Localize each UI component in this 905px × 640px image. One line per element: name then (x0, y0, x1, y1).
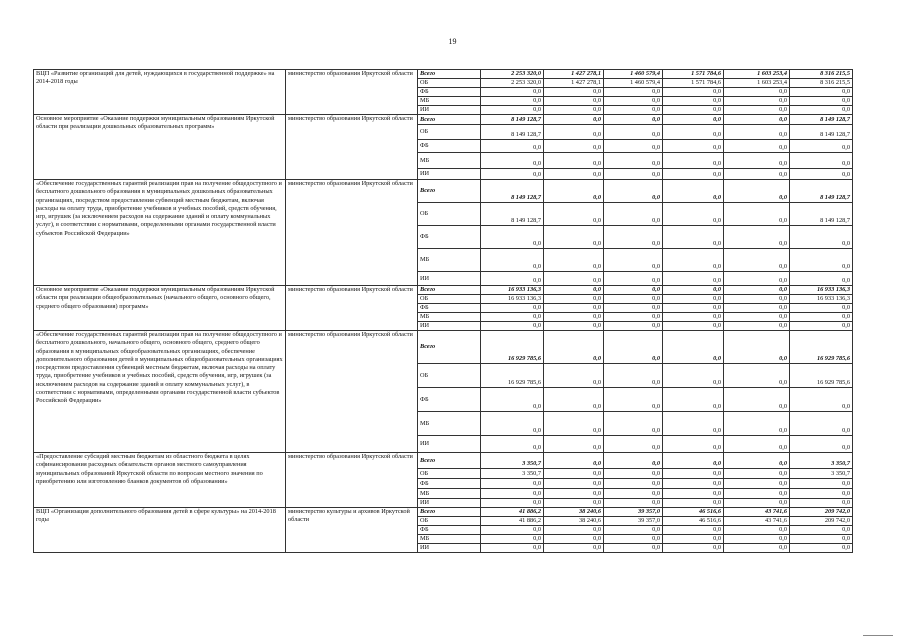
amount-cell: 8 149 128,7 (481, 125, 544, 140)
amount-cell: 0,0 (724, 125, 790, 140)
amount-cell: 0,0 (481, 97, 544, 106)
amount-cell: 0,0 (663, 115, 724, 125)
funding-source-cell: ОБ (418, 125, 481, 140)
amount-cell: 0,0 (544, 226, 604, 249)
amount-cell: 0,0 (481, 436, 544, 453)
total-amount-cell: 0,0 (790, 489, 853, 499)
funding-source-cell: ФБ (418, 388, 481, 412)
amount-cell: 0,0 (724, 140, 790, 153)
amount-cell: 0,0 (544, 388, 604, 412)
amount-cell: 0,0 (663, 106, 724, 115)
amount-cell: 38 240,6 (544, 517, 604, 526)
funding-source-cell: Всего (418, 508, 481, 517)
amount-cell: 0,0 (544, 412, 604, 436)
amount-cell: 43 741,6 (724, 517, 790, 526)
amount-cell: 0,0 (724, 544, 790, 553)
funding-source-cell: ОБ (418, 364, 481, 388)
amount-cell: 8 149 128,7 (481, 115, 544, 125)
amount-cell: 0,0 (604, 125, 663, 140)
amount-cell: 0,0 (604, 295, 663, 304)
amount-cell: 0,0 (724, 88, 790, 97)
total-amount-cell: 16 929 785,6 (790, 331, 853, 364)
amount-cell: 0,0 (663, 469, 724, 479)
funding-source-cell: ОБ (418, 469, 481, 479)
funding-source-cell: ОБ (418, 517, 481, 526)
amount-cell: 0,0 (724, 106, 790, 115)
program-name-cell: ВЦП «Развитие организаций для детей, нуждающихся в государственной поддержке» на 2014-2018 годы (34, 70, 286, 115)
responsible-cell: министерство образования Иркутской области (286, 180, 418, 286)
amount-cell: 0,0 (604, 203, 663, 226)
total-amount-cell: 0,0 (790, 388, 853, 412)
table-body (34, 70, 853, 553)
funding-source-cell: ИИ (418, 106, 481, 115)
funding-source-cell: ФБ (418, 479, 481, 489)
amount-cell: 0,0 (481, 226, 544, 249)
funding-source-cell: Всего (418, 115, 481, 125)
amount-cell: 0,0 (724, 313, 790, 322)
responsible-cell: министерство образования Иркутской области (286, 70, 418, 115)
total-amount-cell: 0,0 (790, 322, 853, 331)
amount-cell: 0,0 (481, 544, 544, 553)
amount-cell: 0,0 (604, 479, 663, 489)
amount-cell: 0,0 (544, 203, 604, 226)
amount-cell: 0,0 (544, 544, 604, 553)
amount-cell: 0,0 (604, 535, 663, 544)
amount-cell: 0,0 (724, 364, 790, 388)
amount-cell: 0,0 (481, 388, 544, 412)
amount-cell: 0,0 (724, 115, 790, 125)
total-amount-cell: 8 149 128,7 (790, 203, 853, 226)
amount-cell: 0,0 (544, 125, 604, 140)
funding-source-cell: ИИ (418, 322, 481, 331)
funding-source-cell: ФБ (418, 88, 481, 97)
amount-cell: 0,0 (544, 499, 604, 508)
total-amount-cell: 0,0 (790, 304, 853, 313)
amount-cell: 0,0 (604, 88, 663, 97)
table-row (34, 70, 853, 79)
funding-source-cell: ФБ (418, 526, 481, 535)
total-amount-cell: 209 742,0 (790, 508, 853, 517)
amount-cell: 8 149 128,7 (481, 203, 544, 226)
amount-cell: 1 603 253,4 (724, 70, 790, 79)
amount-cell: 0,0 (604, 153, 663, 169)
amount-cell: 0,0 (724, 489, 790, 499)
amount-cell: 0,0 (663, 97, 724, 106)
amount-cell: 0,0 (604, 249, 663, 272)
amount-cell: 0,0 (663, 313, 724, 322)
amount-cell: 0,0 (481, 322, 544, 331)
amount-cell: 0,0 (481, 140, 544, 153)
amount-cell: 0,0 (604, 169, 663, 180)
program-name-cell: «Обеспечение государственных гарантий реализации прав на получение общедоступного и бесплатного дошкольного, начального общего, основного общего, среднего общего образования в муниципальных общеобразовательных организациях, обеспечение дополнительного образования детей в муниципальных общеобразовательных организациях посредством предоставления субвенций местным бюджетам, включая расходы на оплату труда, приобретение учебников и учебных пособий, средств обучения, игр, игрушек (за исключением расходов на содержание зданий и оплату коммунальных услуг), в соответствии с нормативами, определенными органами государственной власти субъектов Российской Федерации» (34, 331, 286, 453)
amount-cell: 0,0 (604, 180, 663, 203)
amount-cell: 0,0 (544, 331, 604, 364)
total-amount-cell: 3 350,7 (790, 453, 853, 469)
amount-cell: 0,0 (481, 412, 544, 436)
amount-cell: 0,0 (663, 535, 724, 544)
table-row (34, 508, 853, 517)
amount-cell: 0,0 (604, 489, 663, 499)
amount-cell: 0,0 (663, 526, 724, 535)
amount-cell: 0,0 (544, 153, 604, 169)
amount-cell: 0,0 (481, 106, 544, 115)
funding-source-cell: ОБ (418, 79, 481, 88)
amount-cell: 39 357,0 (604, 508, 663, 517)
total-amount-cell: 0,0 (790, 436, 853, 453)
amount-cell: 0,0 (663, 295, 724, 304)
amount-cell: 0,0 (481, 88, 544, 97)
amount-cell: 0,0 (544, 453, 604, 469)
amount-cell: 0,0 (604, 226, 663, 249)
amount-cell: 0,0 (604, 140, 663, 153)
amount-cell: 0,0 (663, 364, 724, 388)
program-name-cell: Основное мероприятие «Оказание поддержки муниципальным образованиям Иркутской области при реализации общеобразовательных (начального общего, основного общего, среднего общего образования) программ» (34, 286, 286, 331)
funding-source-cell: МБ (418, 489, 481, 499)
amount-cell: 0,0 (544, 140, 604, 153)
amount-cell: 41 886,2 (481, 517, 544, 526)
total-amount-cell: 0,0 (790, 499, 853, 508)
amount-cell: 0,0 (481, 169, 544, 180)
amount-cell: 0,0 (724, 249, 790, 272)
funding-source-cell: ОБ (418, 295, 481, 304)
amount-cell: 0,0 (604, 364, 663, 388)
amount-cell: 0,0 (544, 313, 604, 322)
total-amount-cell: 0,0 (790, 153, 853, 169)
amount-cell: 0,0 (604, 499, 663, 508)
amount-cell: 0,0 (544, 88, 604, 97)
funding-source-cell: Всего (418, 453, 481, 469)
amount-cell: 0,0 (663, 226, 724, 249)
amount-cell: 0,0 (663, 272, 724, 286)
funding-source-cell: МБ (418, 535, 481, 544)
amount-cell: 0,0 (724, 180, 790, 203)
amount-cell: 0,0 (544, 526, 604, 535)
amount-cell: 0,0 (544, 489, 604, 499)
amount-cell: 0,0 (724, 295, 790, 304)
responsible-cell: министерство образования Иркутской области (286, 331, 418, 453)
amount-cell: 1 571 784,6 (663, 79, 724, 88)
total-amount-cell: 209 742,0 (790, 517, 853, 526)
program-name-cell: Основное мероприятие «Оказание поддержки муниципальным образованиям Иркутской области при реализации дошкольных образовательных программ» (34, 115, 286, 180)
amount-cell: 0,0 (663, 322, 724, 331)
amount-cell: 0,0 (724, 388, 790, 412)
amount-cell: 0,0 (544, 106, 604, 115)
table-row (34, 115, 853, 125)
total-amount-cell: 0,0 (790, 272, 853, 286)
amount-cell: 0,0 (481, 479, 544, 489)
total-amount-cell: 0,0 (790, 535, 853, 544)
total-amount-cell: 0,0 (790, 249, 853, 272)
funding-source-cell: Всего (418, 70, 481, 79)
amount-cell: 0,0 (663, 304, 724, 313)
amount-cell: 46 516,6 (663, 517, 724, 526)
funding-source-cell: МБ (418, 249, 481, 272)
total-amount-cell: 8 149 128,7 (790, 125, 853, 140)
amount-cell: 0,0 (663, 180, 724, 203)
funding-source-cell: Всего (418, 180, 481, 203)
total-amount-cell: 3 350,7 (790, 469, 853, 479)
total-amount-cell: 0,0 (790, 97, 853, 106)
amount-cell: 0,0 (481, 304, 544, 313)
amount-cell: 0,0 (544, 479, 604, 489)
amount-cell: 16 929 785,6 (481, 331, 544, 364)
amount-cell: 0,0 (481, 489, 544, 499)
table-row (34, 180, 853, 203)
amount-cell: 0,0 (724, 535, 790, 544)
amount-cell: 0,0 (544, 322, 604, 331)
amount-cell: 0,0 (481, 153, 544, 169)
total-amount-cell: 0,0 (790, 412, 853, 436)
amount-cell: 0,0 (481, 313, 544, 322)
amount-cell: 0,0 (724, 412, 790, 436)
funding-source-cell: ФБ (418, 304, 481, 313)
amount-cell: 0,0 (544, 304, 604, 313)
amount-cell: 0,0 (724, 436, 790, 453)
funding-source-cell: МБ (418, 412, 481, 436)
funding-source-cell: МБ (418, 313, 481, 322)
total-amount-cell: 16 933 136,3 (790, 295, 853, 304)
amount-cell: 0,0 (663, 125, 724, 140)
amount-cell: 0,0 (604, 544, 663, 553)
amount-cell: 16 933 136,3 (481, 286, 544, 295)
amount-cell: 0,0 (604, 322, 663, 331)
total-amount-cell: 8 316 215,5 (790, 70, 853, 79)
amount-cell: 0,0 (724, 499, 790, 508)
amount-cell: 0,0 (724, 322, 790, 331)
amount-cell: 0,0 (604, 412, 663, 436)
funding-source-cell: ОБ (418, 203, 481, 226)
amount-cell: 0,0 (724, 479, 790, 489)
total-amount-cell: 0,0 (790, 544, 853, 553)
amount-cell: 0,0 (663, 153, 724, 169)
amount-cell: 0,0 (724, 203, 790, 226)
funding-source-cell: ФБ (418, 226, 481, 249)
scan-mark (863, 635, 893, 636)
total-amount-cell: 8 316 215,5 (790, 79, 853, 88)
total-amount-cell: 0,0 (790, 313, 853, 322)
amount-cell: 39 357,0 (604, 517, 663, 526)
total-amount-cell: 8 149 128,7 (790, 180, 853, 203)
amount-cell: 0,0 (544, 97, 604, 106)
amount-cell: 0,0 (724, 226, 790, 249)
responsible-cell: министерство образования Иркутской области (286, 453, 418, 508)
funding-source-cell: Всего (418, 331, 481, 364)
funding-source-cell: ФБ (418, 140, 481, 153)
budget-table (33, 69, 853, 553)
amount-cell: 0,0 (663, 249, 724, 272)
total-amount-cell: 16 933 136,3 (790, 286, 853, 295)
amount-cell: 0,0 (663, 453, 724, 469)
amount-cell: 0,0 (663, 140, 724, 153)
table-row (34, 331, 853, 364)
total-amount-cell: 0,0 (790, 140, 853, 153)
amount-cell: 1 427 278,1 (544, 70, 604, 79)
amount-cell: 0,0 (724, 153, 790, 169)
total-amount-cell: 0,0 (790, 88, 853, 97)
total-amount-cell: 0,0 (790, 479, 853, 489)
amount-cell: 1 571 784,6 (663, 70, 724, 79)
amount-cell: 0,0 (544, 364, 604, 388)
amount-cell: 0,0 (544, 249, 604, 272)
funding-source-cell: ИИ (418, 169, 481, 180)
amount-cell: 3 350,7 (481, 453, 544, 469)
amount-cell: 0,0 (663, 388, 724, 412)
amount-cell: 0,0 (724, 169, 790, 180)
funding-source-cell: МБ (418, 153, 481, 169)
amount-cell: 0,0 (604, 272, 663, 286)
amount-cell: 41 886,2 (481, 508, 544, 517)
responsible-cell: министерство образования Иркутской области (286, 286, 418, 331)
amount-cell: 0,0 (724, 97, 790, 106)
amount-cell: 0,0 (663, 412, 724, 436)
amount-cell: 0,0 (481, 249, 544, 272)
amount-cell: 0,0 (544, 535, 604, 544)
amount-cell: 16 933 136,3 (481, 295, 544, 304)
amount-cell: 0,0 (724, 453, 790, 469)
amount-cell: 2 253 320,0 (481, 70, 544, 79)
amount-cell: 0,0 (544, 286, 604, 295)
table-row (34, 453, 853, 469)
amount-cell: 0,0 (481, 535, 544, 544)
amount-cell: 0,0 (663, 544, 724, 553)
total-amount-cell: 0,0 (790, 226, 853, 249)
amount-cell: 0,0 (604, 526, 663, 535)
amount-cell: 0,0 (544, 115, 604, 125)
table-row (34, 286, 853, 295)
amount-cell: 0,0 (663, 169, 724, 180)
amount-cell: 1 427 278,1 (544, 79, 604, 88)
responsible-cell: министерство образования Иркутской области (286, 115, 418, 180)
total-amount-cell: 8 149 128,7 (790, 115, 853, 125)
amount-cell: 0,0 (544, 436, 604, 453)
amount-cell: 0,0 (544, 469, 604, 479)
amount-cell: 38 240,6 (544, 508, 604, 517)
amount-cell: 0,0 (604, 97, 663, 106)
amount-cell: 0,0 (724, 272, 790, 286)
amount-cell: 1 460 579,4 (604, 79, 663, 88)
amount-cell: 0,0 (663, 286, 724, 295)
amount-cell: 0,0 (663, 489, 724, 499)
amount-cell: 0,0 (604, 313, 663, 322)
amount-cell: 0,0 (481, 526, 544, 535)
amount-cell: 0,0 (544, 295, 604, 304)
amount-cell: 0,0 (604, 331, 663, 364)
amount-cell: 0,0 (724, 304, 790, 313)
amount-cell: 0,0 (604, 304, 663, 313)
amount-cell: 0,0 (544, 180, 604, 203)
total-amount-cell: 16 929 785,6 (790, 364, 853, 388)
funding-source-cell: ИИ (418, 436, 481, 453)
amount-cell: 0,0 (604, 436, 663, 453)
amount-cell: 0,0 (544, 272, 604, 286)
amount-cell: 0,0 (663, 88, 724, 97)
program-name-cell: «Предоставление субсидий местным бюджетам из областного бюджета в целях софинансирования расходных обязательств органов местного самоуправления муниципальных образований Иркутской области по вопросам местного значения по приобретению или изготовлению бланков документов об образовании» (34, 453, 286, 508)
amount-cell: 3 350,7 (481, 469, 544, 479)
total-amount-cell: 0,0 (790, 526, 853, 535)
amount-cell: 0,0 (724, 469, 790, 479)
funding-source-cell: ИИ (418, 544, 481, 553)
amount-cell: 0,0 (604, 286, 663, 295)
page-number: 19 (448, 37, 457, 46)
amount-cell: 0,0 (663, 499, 724, 508)
amount-cell: 2 253 320,0 (481, 79, 544, 88)
amount-cell: 0,0 (481, 272, 544, 286)
amount-cell: 0,0 (724, 286, 790, 295)
amount-cell: 0,0 (663, 203, 724, 226)
responsible-cell: министерство культуры и архивов Иркутской области (286, 508, 418, 553)
total-amount-cell: 0,0 (790, 106, 853, 115)
amount-cell: 0,0 (663, 436, 724, 453)
amount-cell: 0,0 (604, 453, 663, 469)
amount-cell: 1 460 579,4 (604, 70, 663, 79)
amount-cell: 0,0 (724, 526, 790, 535)
program-name-cell: «Обеспечение государственных гарантий реализации прав на получение общедоступного и бесплатного дошкольного образования в муниципальных дошкольных образовательных организациях, посредством предоставления субвенций местным бюджетам, включая расходы на оплату труда, приобретение учебников и учебных пособий, средств обучения, игр, игрушек (за исключением расходов на содержание зданий и оплату коммунальных услуг), в соответствии с нормативами, определенными органами государственной власти субъектов Российской Федерации» (34, 180, 286, 286)
amount-cell: 0,0 (663, 331, 724, 364)
funding-source-cell: ИИ (418, 272, 481, 286)
amount-cell: 1 603 253,4 (724, 79, 790, 88)
amount-cell: 0,0 (481, 499, 544, 508)
amount-cell: 0,0 (544, 169, 604, 180)
amount-cell: 0,0 (604, 469, 663, 479)
amount-cell: 16 929 785,6 (481, 364, 544, 388)
total-amount-cell: 0,0 (790, 169, 853, 180)
amount-cell: 0,0 (724, 331, 790, 364)
amount-cell: 0,0 (604, 115, 663, 125)
funding-source-cell: МБ (418, 97, 481, 106)
amount-cell: 8 149 128,7 (481, 180, 544, 203)
amount-cell: 46 516,6 (663, 508, 724, 517)
amount-cell: 43 741,6 (724, 508, 790, 517)
funding-source-cell: Всего (418, 286, 481, 295)
amount-cell: 0,0 (663, 479, 724, 489)
amount-cell: 0,0 (604, 388, 663, 412)
amount-cell: 0,0 (604, 106, 663, 115)
funding-source-cell: ИИ (418, 499, 481, 508)
program-name-cell: ВЦП «Организация дополнительного образования детей в сфере культуры» на 2014-2018 годы (34, 508, 286, 553)
